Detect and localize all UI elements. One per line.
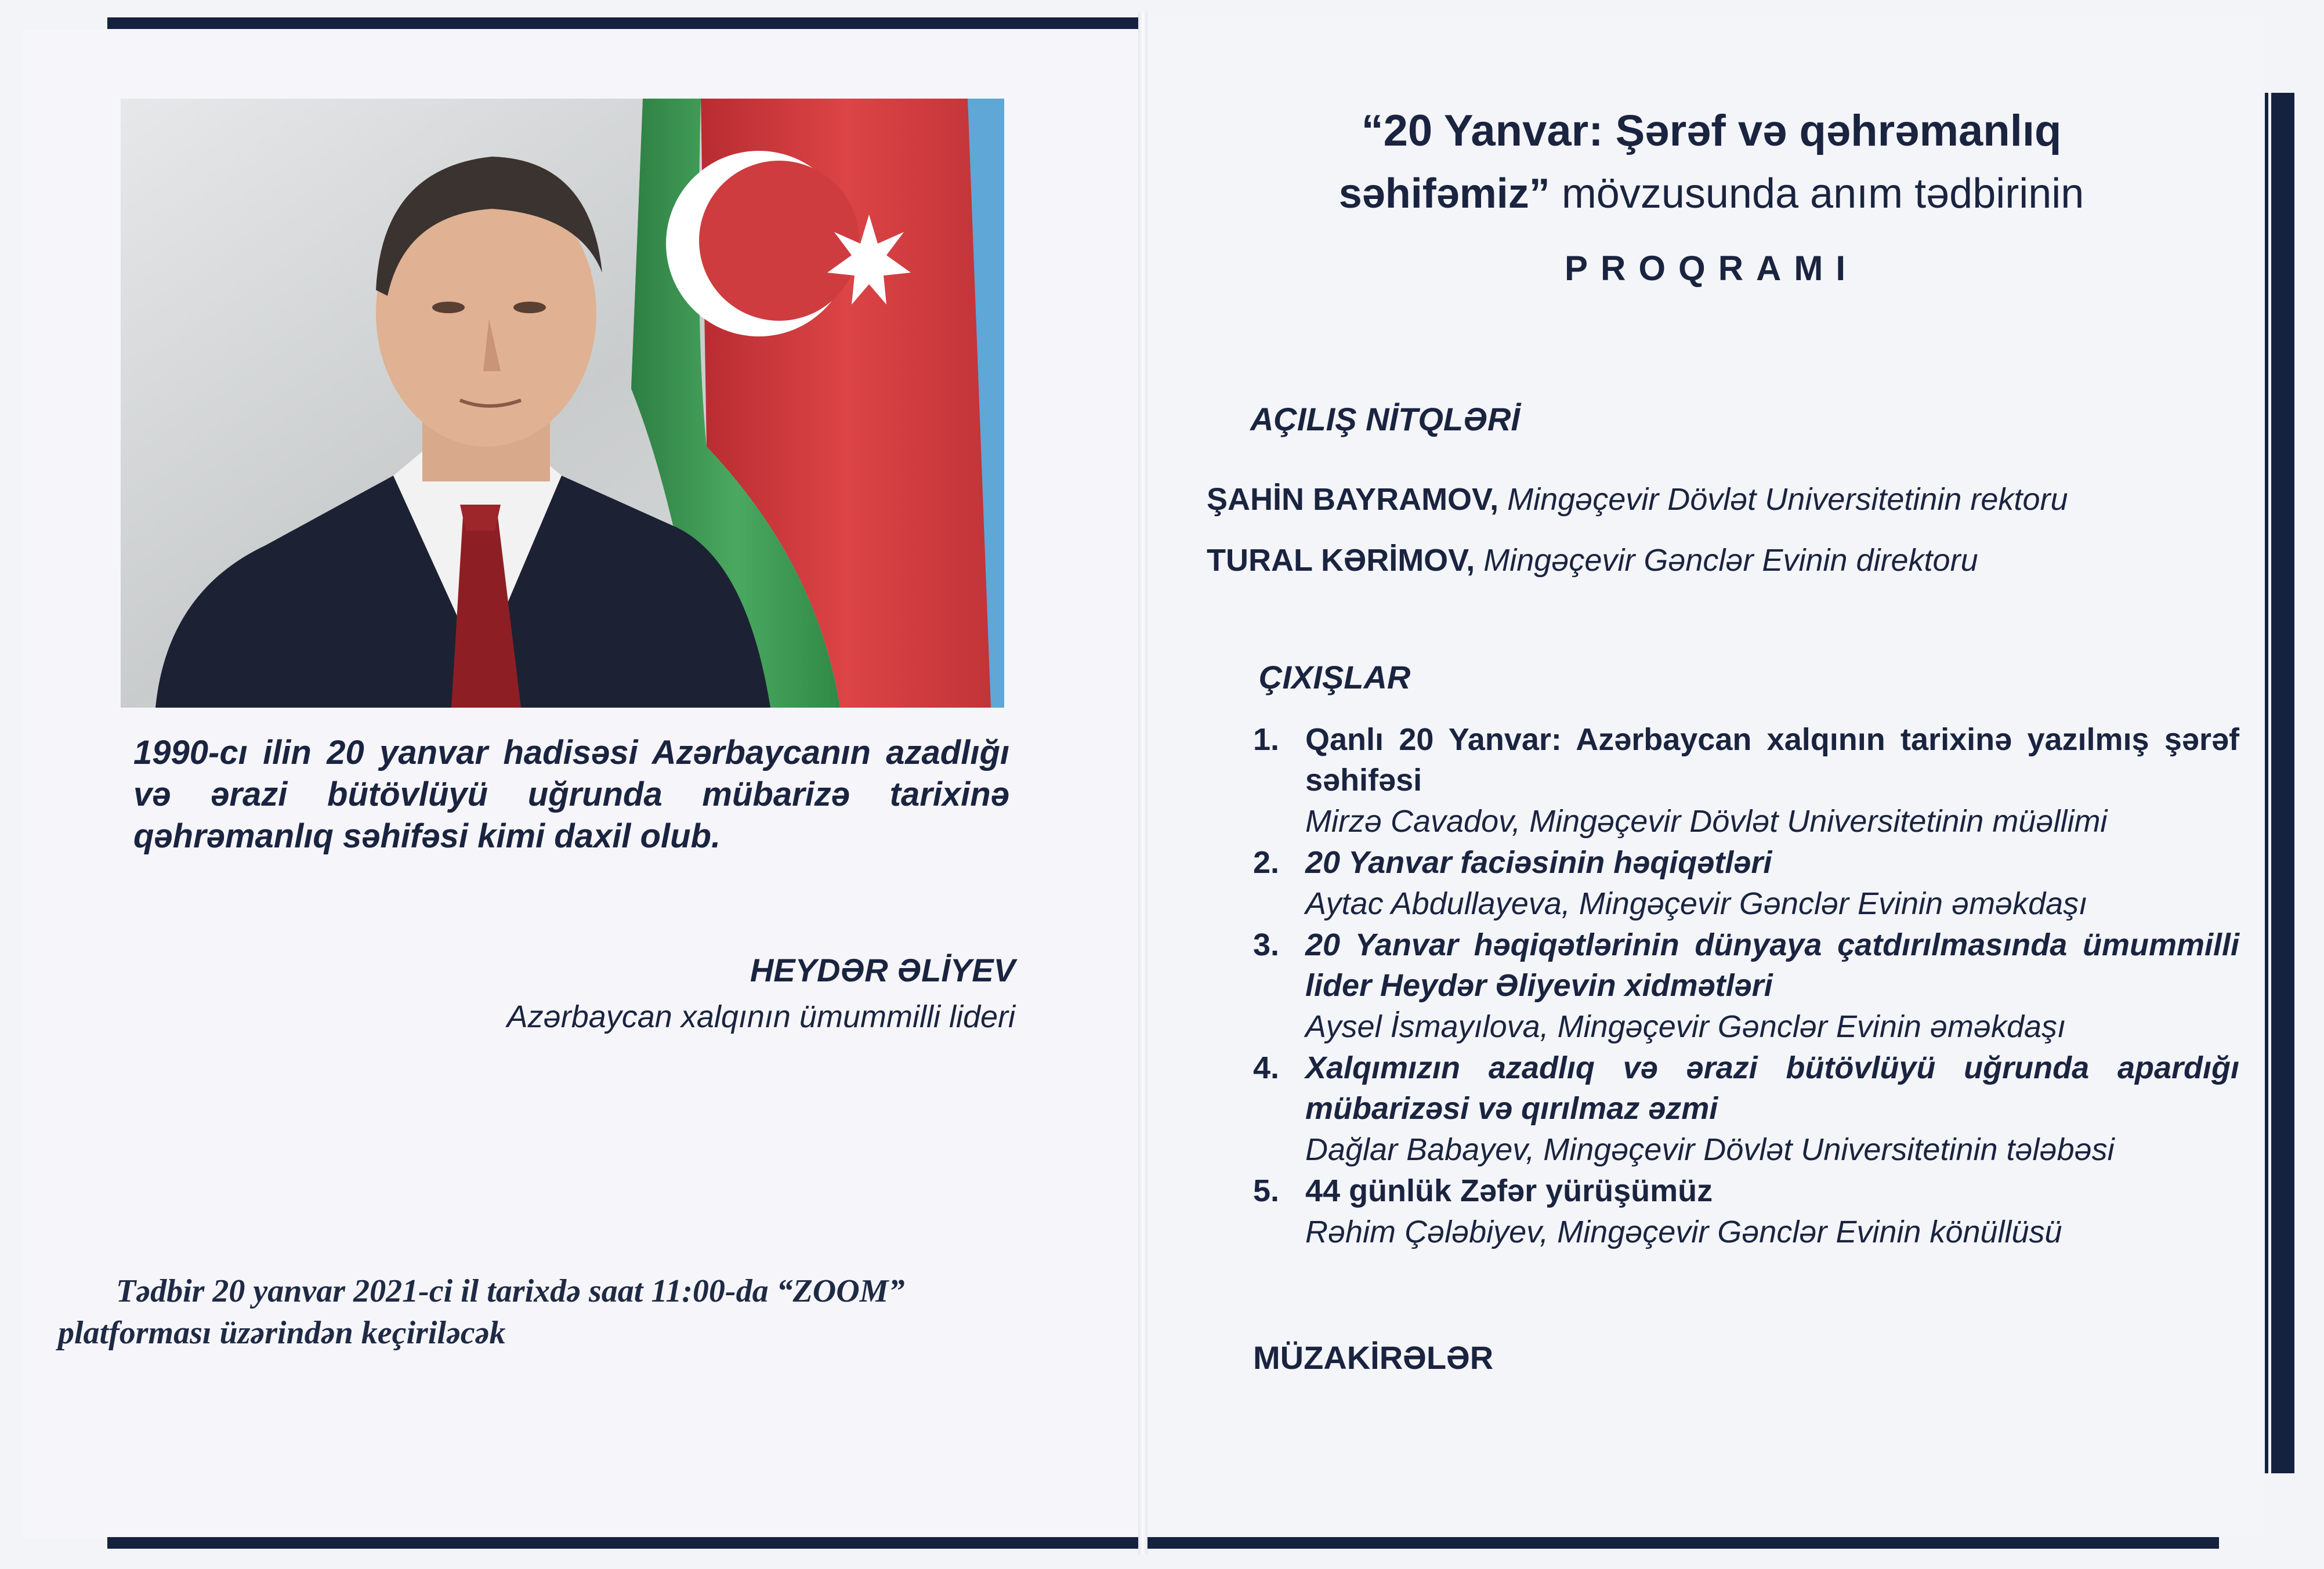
speaker-role: Mingəçevir Dövlət Universitetinin rektoru [1498,482,2068,517]
opening-speaker [1207,542,1978,578]
item-speaker: Rəhim Çələbiyev, Mingəçevir Gənclər Evinin könüllüsü [1305,1215,2062,1249]
list-item [1253,1171,2239,1253]
page-fold [1138,12,1147,1554]
portrait-photo [121,99,1004,708]
item-speaker: Dağlar Babayev, Mingəçevir Dövlət Universitetinin tələbəsi [1305,1132,2115,1167]
event-title-line2-rest: mövzusunda anım tədbirinin [1550,171,2084,217]
item-title: 20 Yanvar faciəsinin həqiqətləri [1305,845,1772,880]
item-title: Qanlı 20 Yanvar: Azərbaycan xalqının tarixinə yazılmış şərəf səhifəsi [1305,722,2239,798]
leader-quote: 1990-cı ilin 20 yanvar hadisəsi Azərbaycanın azadlığı və ərazi bütövlüyü uğrunda mübarizə tarixinə qəhrəmanlıq səhifəsi kimi daxil olub. [133,734,1009,855]
opening-speaker [1207,481,2068,517]
speeches-section-heading: ÇIXIŞLAR [1259,659,1411,695]
item-number: 1. [1253,722,1280,757]
item-number: 3. [1253,927,1280,962]
item-number: 4. [1253,1050,1280,1085]
speeches-list [1253,719,2239,1253]
item-title: Xalqımızın azadlıq və ərazi bütövlüyü uğrunda apardığı mübarizəsi və qırılmaz əzmi [1305,1050,2239,1126]
event-note-line2: platforması üzərindən keçiriləcək [58,1315,506,1351]
event-title-line2 [1218,162,2204,225]
list-item [1253,1048,2239,1171]
event-note [58,1270,986,1354]
item-number: 2. [1253,845,1280,880]
item-speaker: Aytac Abdullayeva, Mingəçevir Gənclər Evinin əməkdaşı [1305,886,2088,921]
item-title: 20 Yanvar həqiqətlərinin dünyaya çatdırılmasında ümummilli lider Heydər Əliyevin xidmətləri [1305,927,2239,1003]
discussion-heading: MÜZAKİRƏLƏR [1253,1339,1494,1376]
list-item [1253,719,2239,842]
item-speaker: Aysel İsmayılova, Mingəçevir Gənclər Evinin əməkdaşı [1305,1009,2066,1044]
item-number: 5. [1253,1173,1280,1208]
item-title: 44 günlük Zəfər yürüşümüz [1305,1173,1713,1208]
event-note-line1: Tədbir 20 yanvar 2021-ci il tarixdə saat 11:00-da “ZOOM” [116,1273,905,1309]
quote-author: HEYDƏR ƏLİYEV [750,952,1015,988]
event-title: “20 Yanvar: Şərəf və qəhrəmanlıq [1361,106,2062,155]
quote-author-role: Azərbaycan xalqının ümummilli lideri [506,999,1015,1034]
event-title-line2-bold: səhifəmiz” [1338,171,1550,217]
program-heading: PROQRAMI [1565,249,1858,288]
list-item [1253,842,2239,925]
item-speaker: Mirzə Cavadov, Mingəçevir Dövlət Universitetinin müəllimi [1305,804,2108,839]
speaker-role: Mingəçevir Gənclər Evinin direktoru [1475,543,1978,578]
speaker-name: ŞAHİN BAYRAMOV, [1207,482,1499,517]
opening-section-heading: AÇILIŞ NİTQLƏRİ [1250,401,1520,437]
list-item [1253,925,2239,1048]
speaker-name: TURAL KƏRİMOV, [1207,543,1475,578]
portrait-figure [121,99,1004,708]
